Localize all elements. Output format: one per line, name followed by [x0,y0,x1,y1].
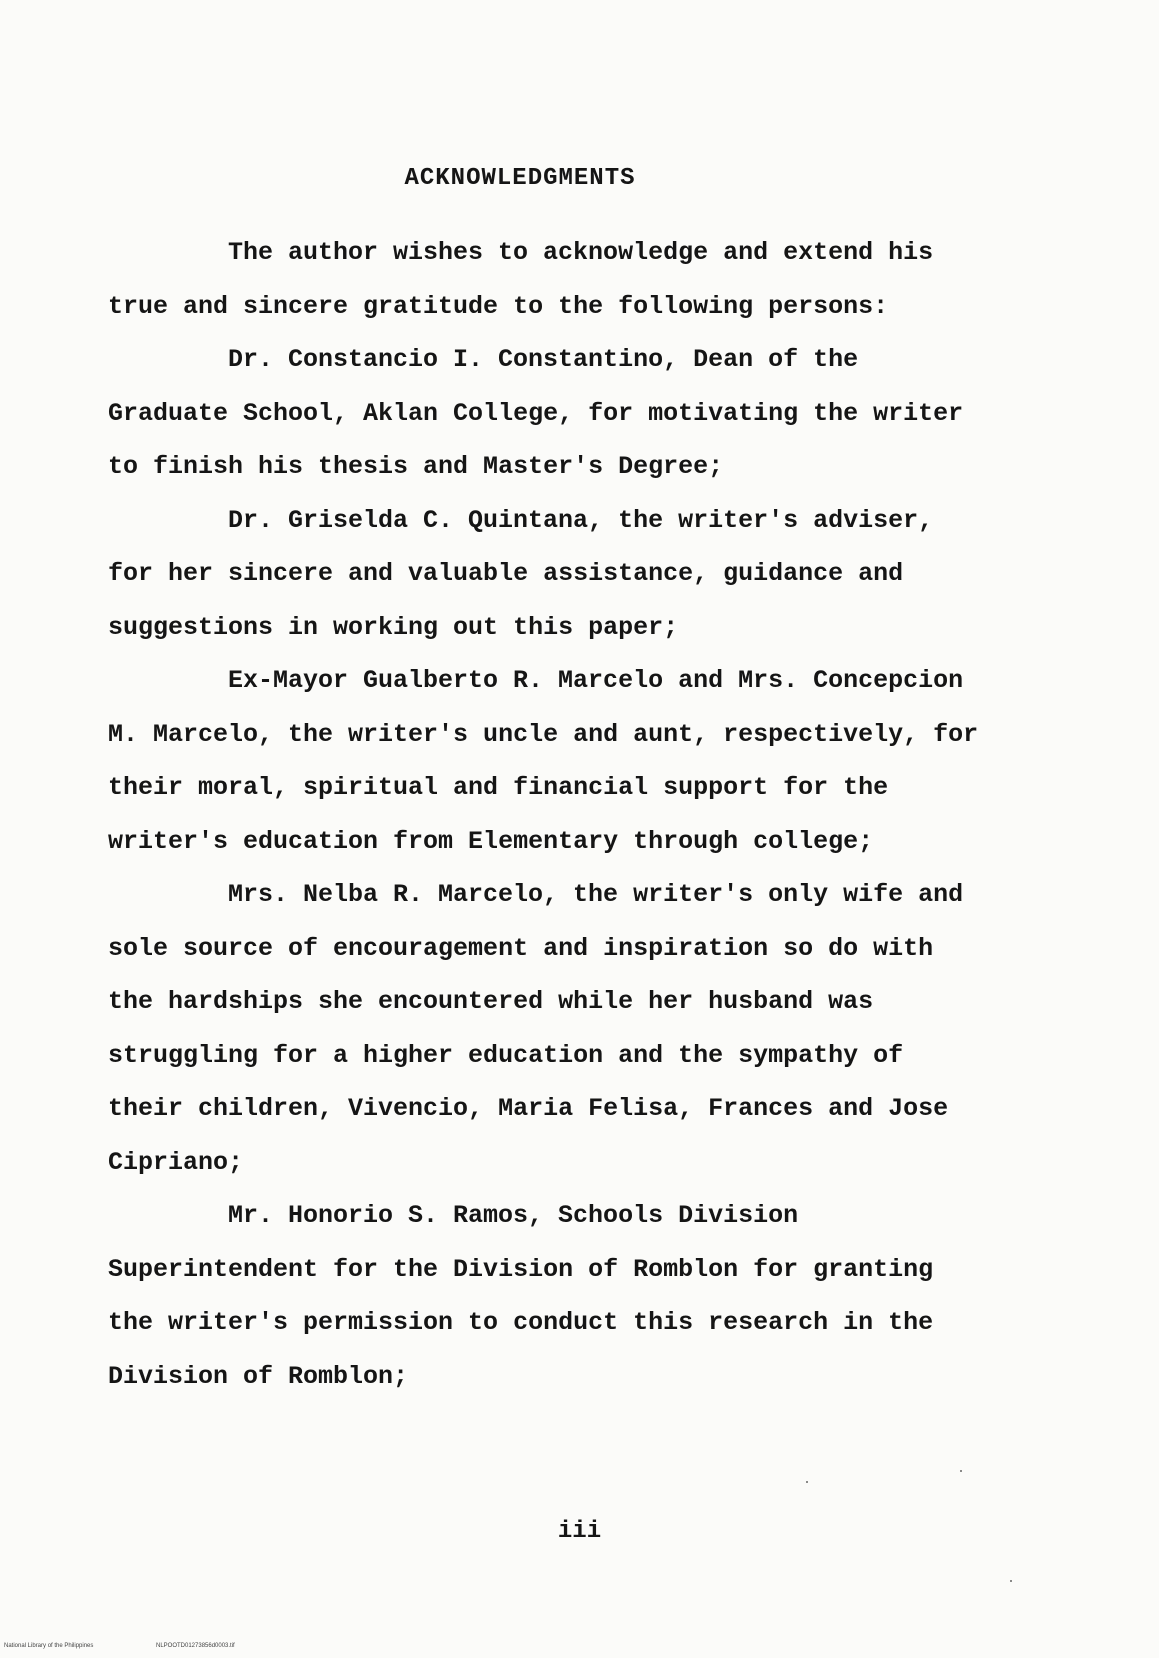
paragraph-ramos: Mr. Honorio S. Ramos, Schools Division Superintendent for the Division of Romblon for granting the writer's permission to conduct this research in the Division of Romblon; [108,1201,934,1391]
page-number: iii [557,1518,602,1545]
scan-speck [960,1470,962,1472]
footer-file-code: NLPOOTD01273856d0003.tif [156,1643,235,1649]
paragraph-intro: The author wishes to acknowledge and extend his true and sincere gratitude to the following persons: [108,238,934,321]
scan-speck [806,1481,808,1483]
scan-speck [1010,1580,1012,1582]
page-heading: ACKNOWLEDGMENTS [404,165,636,192]
footer-credit: National Library of the Philippines [4,1643,94,1649]
paragraph-marcelo-uncle-aunt: Ex-Mayor Gualberto R. Marcelo and Mrs. Concepcion M. Marcelo, the writer's uncle and aunt, respectively, for their moral, spiritual and financial support for the writer's education from Elementary through college; [108,666,979,856]
paragraph-quintana: Dr. Griselda C. Quintana, the writer's adviser, for her sincere and valuable assistance, guidance and suggestions in working out this paper; [108,505,934,642]
acknowledgment-body [108,226,988,1403]
paragraph-constantino: Dr. Constancio I. Constantino, Dean of the Graduate School, Aklan College, for motivating the writer to finish his thesis and Master's Degree; [108,345,964,481]
paragraph-marcelo-wife: Mrs. Nelba R. Marcelo, the writer's only wife and sole source of encouragement and inspiration so do with the hardships she encountered while her husband was struggling for a higher education and the sympathy of their children, Vivencio, Maria Felisa, Frances and Jose Cipriano; [108,880,964,1177]
